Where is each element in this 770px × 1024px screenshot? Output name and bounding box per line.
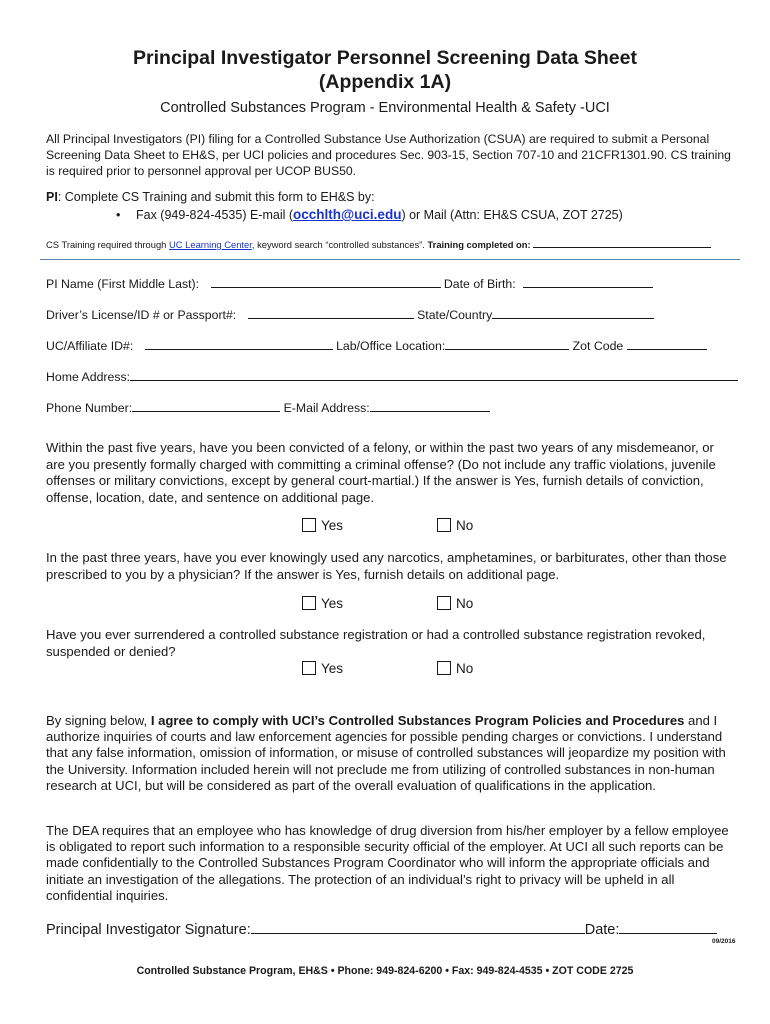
training-prefix: CS Training required through bbox=[46, 239, 169, 250]
row-license bbox=[46, 307, 654, 323]
page-footer: Controlled Substance Program, EH&S • Phone: 949-824-6200 • Fax: 949-824-4535 • ZOT CODE 2725 bbox=[136, 965, 634, 977]
q3-yes-option[interactable] bbox=[302, 660, 343, 677]
q1-no-label: No bbox=[456, 518, 474, 533]
dob-field[interactable] bbox=[523, 287, 653, 288]
zot-code-label: Zot Code bbox=[572, 339, 624, 353]
email-link[interactable]: occhlth@uci.edu bbox=[293, 207, 402, 222]
lab-location-field[interactable] bbox=[445, 349, 569, 350]
section-divider bbox=[40, 259, 740, 260]
dea-paragraph: The DEA requires that an employee who has knowledge of drug diversion from his/her employer by a fellow employee is obligated to report such information to a responsible security official of the employer. At UCI all such reports can be made confidentially to the Controlled Substances Program Coordinator who will inform the appropriate officials and initiate an investigation of the allegations. The protection of an individual’s right to privacy will be upheld in all confidential inquiries. bbox=[46, 823, 729, 903]
row-uc-id bbox=[46, 338, 707, 354]
agreement-rest: and I authorize inquiries of courts and law enforcement agencies for possible pending charges or convictions. I understand that any false information, omission of information, or misuse of controlled substances will jeopardize my position with the University. Information included herein will not preclude me from utilizing of controlled substances in non-human research at UCI, but will be considered as part of the overall evaluation of qualifications in the application. bbox=[46, 713, 726, 793]
q2-yes-option[interactable] bbox=[302, 595, 343, 612]
q1-no-checkbox[interactable] bbox=[437, 518, 451, 532]
training-middle: , keyword search “controlled substances”. bbox=[251, 239, 428, 250]
q2-yes-checkbox[interactable] bbox=[302, 596, 316, 610]
pi-label: PI bbox=[46, 190, 58, 204]
agreement-paragraph bbox=[46, 713, 736, 794]
form-title: Principal Investigator Personnel Screening Data Sheet bbox=[133, 47, 637, 69]
agreement-prefix: By signing below, bbox=[46, 713, 151, 728]
uc-id-field[interactable] bbox=[145, 349, 333, 350]
q2-no-label: No bbox=[456, 596, 474, 611]
submission-prefix: Fax (949-824-4535) E-mail ( bbox=[136, 208, 294, 222]
signature-label: Principal Investigator Signature: bbox=[46, 922, 251, 938]
training-line bbox=[46, 238, 746, 251]
email-address-field[interactable] bbox=[370, 411, 490, 412]
q1-yes-label: Yes bbox=[321, 518, 344, 533]
pi-name-label: PI Name (First Middle Last): bbox=[46, 277, 200, 291]
q3-yes-label: Yes bbox=[321, 661, 344, 676]
q1-no-option[interactable] bbox=[437, 517, 473, 534]
bullet-icon: • bbox=[116, 208, 121, 222]
form-appendix-title: (Appendix 1A) bbox=[318, 71, 452, 93]
home-address-label: Home Address: bbox=[46, 370, 131, 384]
q1-yes-option[interactable] bbox=[302, 517, 343, 534]
state-country-field[interactable] bbox=[492, 318, 654, 319]
q1-yes-checkbox[interactable] bbox=[302, 518, 316, 532]
submission-suffix: ) or Mail (Attn: EH&S CSUA, ZOT 2725) bbox=[401, 208, 623, 222]
license-label: Driver’s License/ID # or Passport#: bbox=[46, 308, 237, 322]
uc-learning-center-link[interactable]: UC Learning Center bbox=[169, 239, 252, 250]
pi-instructions bbox=[46, 189, 375, 205]
pi-name-field[interactable] bbox=[211, 287, 441, 288]
signature-date-label: Date: bbox=[584, 922, 620, 938]
question-narcotics: In the past three years, have you ever knowingly used any narcotics, amphetamines, or barbiturates, other than those prescribed to you by a physician? If the answer is Yes, furnish details on additional page. bbox=[46, 550, 727, 582]
q2-yes-label: Yes bbox=[321, 596, 344, 611]
q3-no-label: No bbox=[456, 661, 474, 676]
form-subtitle: Controlled Substances Program - Environmental Health & Safety -UCI bbox=[160, 100, 610, 116]
q2-no-option[interactable] bbox=[437, 595, 473, 612]
q3-yes-checkbox[interactable] bbox=[302, 661, 316, 675]
lab-location-label: Lab/Office Location: bbox=[336, 339, 446, 353]
home-address-field[interactable] bbox=[130, 380, 738, 381]
training-date-field[interactable] bbox=[533, 247, 711, 248]
signature-row bbox=[46, 921, 717, 939]
training-completed-label: Training completed on: bbox=[427, 239, 531, 250]
question-registration: Have you ever surrendered a controlled substance registration or had a controlled substance registration revoked, suspended or denied? bbox=[46, 627, 706, 659]
row-home-address bbox=[46, 369, 738, 385]
intro-paragraph: All Principal Investigators (PI) filing for a Controlled Substance Use Authorization (CSUA) are required to submit a Personal Screening Data Sheet to EH&S, per UCI policies and procedures Sec. 903-15, Section 707-10 and 21CFR1301.90. CS training is required prior to personnel approval per UCOP BUS50. bbox=[46, 132, 731, 178]
uc-id-label: UC/Affiliate ID#: bbox=[46, 339, 134, 353]
submission-methods bbox=[116, 207, 623, 223]
phone-field[interactable] bbox=[132, 411, 280, 412]
pi-instructions-text: : Complete CS Training and submit this form to EH&S by: bbox=[57, 190, 375, 204]
revision-date: 09/2016 bbox=[712, 938, 736, 945]
license-field[interactable] bbox=[248, 318, 414, 319]
state-country-label: State/Country bbox=[417, 308, 493, 322]
email-address-label: E-Mail Address: bbox=[283, 401, 370, 415]
signature-field[interactable] bbox=[251, 933, 585, 934]
q3-no-option[interactable] bbox=[437, 660, 473, 677]
q3-no-checkbox[interactable] bbox=[437, 661, 451, 675]
agreement-bold: I agree to comply with UCI’s Controlled Substances Program Policies and Procedures bbox=[150, 713, 685, 728]
signature-date-field[interactable] bbox=[619, 933, 717, 934]
phone-label: Phone Number: bbox=[46, 401, 133, 415]
row-pi-name bbox=[46, 276, 653, 292]
row-phone bbox=[46, 400, 490, 416]
q2-no-checkbox[interactable] bbox=[437, 596, 451, 610]
dob-label: Date of Birth: bbox=[443, 277, 516, 291]
zot-code-field[interactable] bbox=[627, 349, 707, 350]
question-felony: Within the past five years, have you been convicted of a felony, or within the past two years of any misdemeanor, or are you presently formally charged with committing a criminal offense? (Do not include any traffic violations, juvenile offenses or military convictions, except by general court-martial.) If the answer is Yes, furnish details of conviction, offense, location, date, and sentence on additional page. bbox=[46, 440, 716, 505]
